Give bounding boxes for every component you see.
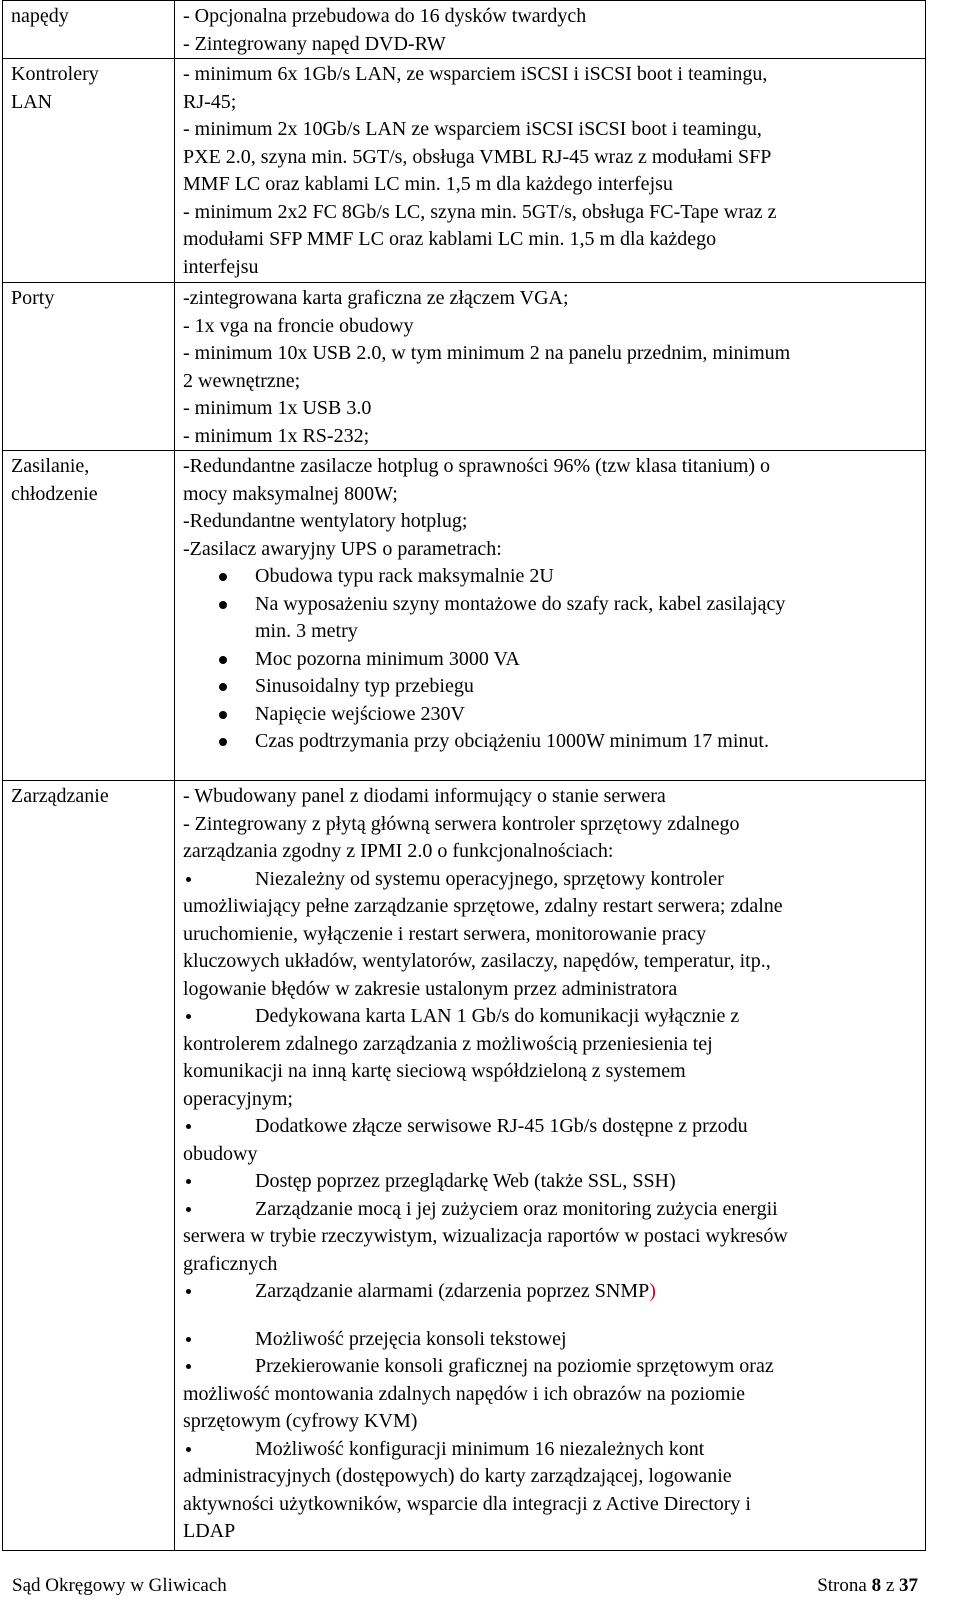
row-label [3,1,175,59]
specification-table [2,0,926,1551]
spec-line: 2 wewnętrzne; [183,369,301,392]
spec-line: mocy maksymalnej 800W; [183,482,398,505]
ups-bullet-item [217,701,919,729]
row-label-text: napędy [11,5,69,27]
feature-cont: graficznych [183,1252,278,1275]
feature-item [183,866,919,894]
bullet-icon [183,866,255,894]
row-label [3,451,175,781]
bullet-icon [183,1196,255,1224]
feature-cont: sprzętowym (cyfrowy KVM) [183,1410,418,1432]
bullet-continuation: min. 3 metry [255,620,358,642]
spec-line: - minimum 2x 10Gb/s LAN ze wsparciem iSCSI iSCSI boot i teamingu, [183,118,762,140]
bullet-text: Sinusoidalny typ przebiegu [255,675,474,697]
feature-item [183,1436,919,1464]
bullet-text: Czas podtrzymania przy obciążeniu 1000W minimum 17 minut. [255,730,769,752]
spec-line: - minimum 1x USB 3.0 [183,397,372,419]
bullet-text: Napięcie wejściowe 230V [255,702,465,725]
page-total: 37 [899,1575,918,1596]
footer-court-name: Sąd Okręgowy w Gliwicach [12,1575,227,1596]
page-current: 8 [871,1575,882,1596]
row-label-text: LAN [11,90,53,113]
row-content [175,1,926,59]
bullet-icon [183,1113,255,1141]
feature-item [183,1353,919,1381]
spec-line: RJ-45; [183,90,237,113]
ups-bullet-item [217,728,919,756]
spec-line: MMF LC oraz kablami LC min. 1,5 m dla każdego interfejsu [183,173,673,195]
bullet-text: Na wyposażeniu szyny montażowe do szafy rack, kabel zasilający [255,592,786,615]
spec-line: -Redundantne wentylatory hotplug; [183,510,468,532]
table-row-zarzadzanie [3,781,926,1551]
feature-item [183,1278,919,1306]
row-label-text: chłodzenie [11,482,98,505]
spec-line: - Wbudowany panel z diodami informujący o stanie serwera [183,785,666,807]
spec-line: - Zintegrowany napęd DVD-RW [183,32,446,55]
bullet-icon [183,1278,255,1306]
spec-line: interfejsu [183,255,259,278]
row-content [175,59,926,283]
bullet-icon [183,1436,255,1464]
row-label [3,283,175,451]
row-label-text: Kontrolery [11,63,99,85]
row-label [3,59,175,283]
ups-bullet-item [217,673,919,701]
row-content [175,781,926,1551]
feature-cont: komunikacji na inną kartę sieciową współdzieloną z systemem [183,1060,686,1082]
feature-item [183,1003,919,1031]
bullet-icon [183,1326,255,1354]
feature-text: Dostęp poprzez przeglądarkę Web (także SSL, SSH) [255,1170,676,1192]
spec-line: - Opcjonalna przebudowa do 16 dysków twardych [183,5,587,27]
page-separator: z [881,1575,899,1596]
bullet-icon [183,1168,255,1196]
feature-text: Dodatkowe złącze serwisowe RJ-45 1Gb/s dostępne z przodu [255,1115,748,1137]
spec-line: -Redundantne zasilacze hotplug o sprawności 96% (tzw klasa titanium) o [183,455,771,477]
row-content [175,283,926,451]
feature-cont: możliwość montowania zdalnych napędów i ich obrazów na poziomie [183,1382,746,1405]
feature-text: Przekierowanie konsoli graficznej na poziomie sprzętowym oraz [255,1355,774,1377]
spec-line: PXE 2.0, szyna min. 5GT/s, obsługa VMBL RJ-45 wraz z modułami SFP [183,145,772,168]
feature-cont: LDAP [183,1520,236,1542]
spec-line: -zintegrowana karta graficzna ze złączem VGA; [183,287,569,309]
ups-bullet-item [217,646,919,674]
spec-line: - Zintegrowany z płytą główną serwera kontroler sprzętowy zdalnego [183,812,740,835]
table-row-porty [3,283,926,451]
spec-line: zarządzania zgodny z IPMI 2.0 o funkcjonalnościach: [183,840,614,862]
feature-cont: aktywności użytkowników, wsparcie dla integracji z Active Directory i [183,1492,751,1515]
feature-text: Możliwość przejęcia konsoli tekstowej [255,1327,567,1350]
spec-line: - minimum 10x USB 2.0, w tym minimum 2 na panelu przednim, minimum [183,342,791,364]
feature-text: Możliwość konfiguracji minimum 16 niezależnych kont [255,1437,705,1460]
bullet-icon [183,1353,255,1381]
row-content [175,451,926,781]
feature-cont: umożliwiający pełne zarządzanie sprzętowe, zdalny restart serwera; zdalne [183,895,783,917]
spec-line: modułami SFP MMF LC oraz kablami LC min. 1,5 m dla każdego [183,228,717,250]
spec-line: - 1x vga na froncie obudowy [183,314,414,337]
row-label-text: Zarządzanie [11,785,109,807]
feature-cont: serwera w trybie rzeczywistym, wizualizacja raportów w postaci wykresów [183,1225,788,1247]
bullet-text: Obudowa typu rack maksymalnie 2U [255,565,554,587]
table-row-zasilanie-chlodzenie [3,451,926,781]
feature-cont: administracyjnych (dostępowych) do karty zarządzającej, logowanie [183,1465,732,1487]
feature-item [183,1168,919,1196]
bullet-icon [183,1003,255,1031]
feature-cont: kluczowych układów, wentylatorów, zasilaczy, napędów, temperatur, itp., [183,950,771,972]
red-parenthesis: ) [649,1280,656,1302]
row-label-text: Zasilanie, [11,455,90,477]
feature-item [183,1196,919,1224]
spec-line: -Zasilacz awaryjny UPS o parametrach: [183,537,502,560]
feature-text: Niezależny od systemu operacyjnego, sprzętowy kontroler [255,867,724,890]
bullet-text: Moc pozorna minimum 3000 VA [255,647,520,670]
feature-item [183,1326,919,1354]
feature-cont: logowanie błędów w zakresie ustalonym przez administratora [183,977,678,1000]
table-row-kontrolery-lan [3,59,926,283]
page-number [817,1575,918,1597]
feature-cont: uruchomienie, wyłączenie i restart serwera, monitorowanie pracy [183,922,707,945]
spec-line: - minimum 2x2 FC 8Gb/s LC, szyna min. 5GT/s, obsługa FC-Tape wraz z [183,200,777,223]
table-row-napedy [3,1,926,59]
feature-text: Zarządzanie alarmami (zdarzenia poprzez SNMP [255,1280,650,1302]
feature-item [183,1113,919,1141]
spec-line: - minimum 6x 1Gb/s LAN, ze wsparciem iSCSI i iSCSI boot i teamingu, [183,63,768,85]
row-label-text: Porty [11,287,55,309]
feature-text: Dedykowana karta LAN 1 Gb/s do komunikacji wyłącznie z [255,1005,740,1027]
page-prefix: Strona [817,1575,872,1596]
feature-cont: obudowy [183,1142,258,1165]
spec-line: - minimum 1x RS-232; [183,424,370,447]
feature-text: Zarządzanie mocą i jej zużyciem oraz monitoring zużycia energii [255,1197,778,1220]
feature-cont: operacyjnym; [183,1087,293,1110]
page-footer [12,1575,918,1597]
row-label [3,781,175,1551]
ups-bullet-item [217,591,919,619]
feature-cont: kontrolerem zdalnego zarządzania z możliwością przeniesienia tej [183,1032,713,1055]
spacer [183,1306,919,1326]
ups-bullet-item [217,563,919,591]
